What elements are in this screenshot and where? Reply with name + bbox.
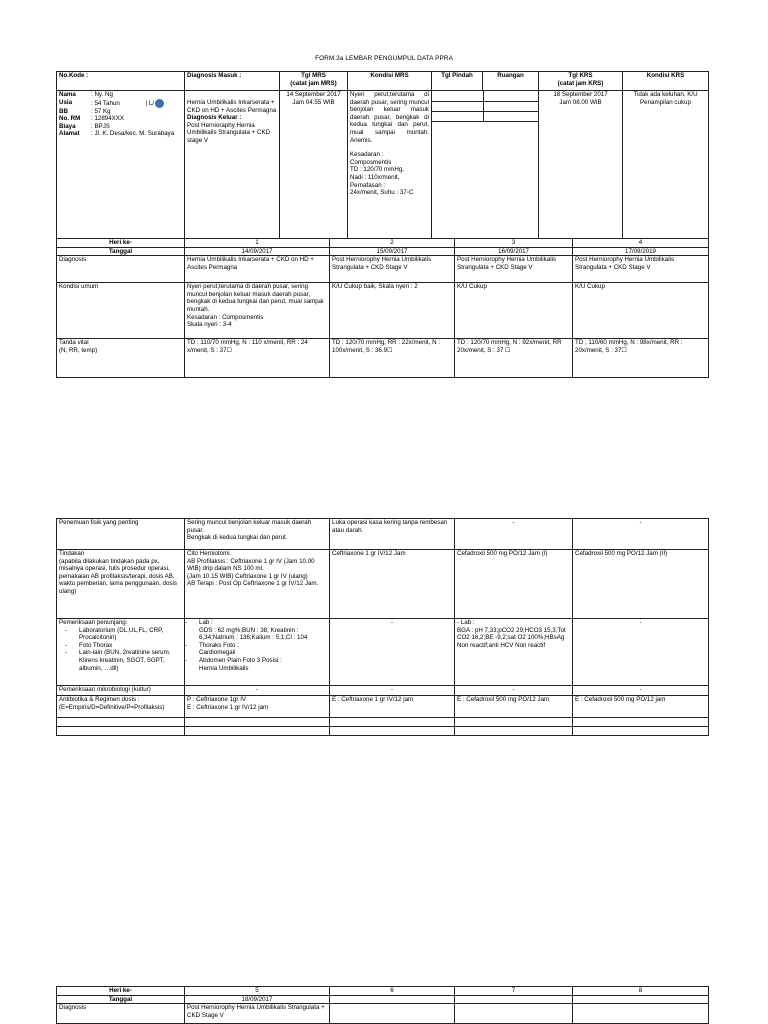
vital-day-3: TD : 120/70 mmHg, N : 92x/menit, RR 20x/menit, S : 37 ☐ <box>455 339 573 378</box>
daily-table-3 <box>56 986 709 1024</box>
fisik-day-4: - <box>573 519 709 550</box>
fisik-day-3: - <box>455 519 573 550</box>
header-patient: No.Kode : <box>57 72 185 91</box>
tindakan-label: Tindakan (apabila dilakukan tindakan pada px, misalnya operasi, tulis prosedur operasi, pemakaian AB profilaksis/terapi, dosis AB, waktu pemberian, lama penggunaan, dosis ulang) <box>57 550 185 619</box>
penunjang-day-2: - <box>330 619 455 686</box>
antibiotika-day-3: E : Cefadroxil 500 mg PO/12 Jam <box>455 696 573 718</box>
kondisi-mrs-cell <box>348 91 432 239</box>
day-4: 4 <box>573 239 709 248</box>
tindakan-day-3: Cefadroxil 500 mg PO/12 Jam (I) <box>455 550 573 619</box>
tgl-krs-value: 18 September 2017 Jam 08.00 WIB <box>539 91 623 239</box>
day-3: 3 <box>455 239 573 248</box>
tindakan-day-4: Cefadroxil 500 mg PO/12 Jam (II) <box>573 550 709 619</box>
abdomen-result: - Abdomen Plain Foto 3 Posisi : Hernia Umbilikalis <box>199 657 327 672</box>
sex-field: | L/ <box>145 99 155 107</box>
diagnosis-label: Diagnosis <box>57 1004 185 1024</box>
day-5: 5 <box>185 987 330 996</box>
tanggal-label: Tanggal <box>57 995 185 1004</box>
hari-ke-label: Heri ke- <box>57 239 185 248</box>
form-title: FORM.3a LEMBAR PENGUMPUL DATA PPRA <box>315 55 453 62</box>
thorax-result: - Thoraks Foto : Cardiomegali <box>199 642 327 657</box>
kondisi-mrs-text: Nyeri perut,terutama di daerah pusar, sering muncul benjolan keluar masuk daerah pusar, bengkak di kedua tungkai dan perut, mual sampai muntah. Anemis. <box>350 91 429 144</box>
admission-table <box>56 71 709 239</box>
daily-table-2 <box>56 518 709 736</box>
penunjang-label-cell <box>57 619 185 686</box>
pindah-ruangan-grid <box>432 91 539 239</box>
diagnosis-day-3: Post Herniorophy Hernia Umbilikalis Strangulata + CKD Stage V <box>455 256 573 283</box>
mikro-day-2: - <box>330 686 455 696</box>
kondisi-krs-value: Tidak ada keluhan, K/U Penampilan cukup <box>623 91 709 239</box>
penunjang-label: Pemeriksaan penunjang: <box>59 619 128 626</box>
day-8: 8 <box>573 987 709 996</box>
header-kondisi-krs: Kondisi KRS <box>623 72 709 91</box>
date-2: 15/09/2017 <box>330 247 455 256</box>
antibiotika-day-2: E : Ceftriaxone 1 gr IV/12 jam <box>330 696 455 718</box>
vital-day-1: TD : 110/70 mmHg, N : 110 x/menit, RR : 24 x/menit, S : 37☐ <box>185 339 330 378</box>
diagnosis-keluar-label: Diagnosis Keluar : <box>187 114 242 122</box>
kondisi-day-1: Nyeri perut,terutama di daerah pusar, sering muncul benjolan keluar masuk daerah pusar, bengkak di kedua tungkai dan perut, mual sampai muntah. Kesadaran : Composmentis Skala nyeri : 3-4 <box>185 283 330 339</box>
day-6: 6 <box>330 987 455 996</box>
day-7: 7 <box>455 987 573 996</box>
diagnosis-day-5: Post Herniorophy Hernia Umbilikalis Strangulata + CKD Stage V <box>185 1004 330 1024</box>
vital-day-2: TD : 120/70 mmHg, RR : 22x/menit, N : 100x/menit, S : 36.9☐ <box>330 339 455 378</box>
date-4: 17/09/2019 <box>573 247 709 256</box>
diagnosis-masuk: Hernia Umbilikalis Inkarserata + CKD on HD + Ascites Permagna <box>187 99 277 114</box>
diagnosis-day-7 <box>455 1004 573 1024</box>
tindakan-day-1: Cito Herniotomi. AB Profilaksis : Ceftriaxone 1 gr IV (Jam 10.00 WIB) drip dalam NS 100 ml. (Jam 10.15 WIB) Ceftriaxone 1 gr IV (ulang) AB Terapi : Post Op Ceftriaxone 1 gr IV/12 Jam. <box>185 550 330 619</box>
penunjang-day-3: - Lab : BGA : pH 7,33;pCO2 29;HCO3 15,3;Tot CO2 16,2;BE -9,2;sat O2 100%;HBsAg Non reactif;anti HCV Non reactif <box>455 619 573 686</box>
kondisi-day-4: K/U Cukup <box>573 283 709 339</box>
vital-label: Tanda vital (N, RR, temp) <box>57 339 185 378</box>
diagnosis-day-6 <box>330 1004 455 1024</box>
hari-ke-label: Heri ke- <box>57 987 185 996</box>
kondisi-mrs-vitals: Kesadaran : Composmentis TD : 120/70 mmHg, Nadi : 110x/menit, Pernafasan : 24x/menit, Suhu : 37◦C <box>350 151 414 197</box>
diagnosis-day-8 <box>573 1004 709 1024</box>
pindah-subtable <box>432 91 539 238</box>
header-diagnosis-masuk: Diagnosis Masuk : <box>185 72 280 91</box>
antibiotika-day-4: E : Cefadroxil 500 mg PO/12 jam <box>573 696 709 718</box>
tgl-mrs-value: 14 September 2017 Jam 04.55 WIB <box>280 91 348 239</box>
antibiotika-day-1: P : Ceftriaxone 1gr IV E : Ceftriaxone 1 gr IV/12 jam <box>185 696 330 718</box>
date-7 <box>455 995 573 1004</box>
vital-day-4: TD ; 110/60 mmHg, N : 98x/menit, RR : 20x/menit, S : 37☐ <box>573 339 709 378</box>
mikro-day-1: - <box>185 686 330 696</box>
date-6 <box>330 995 455 1004</box>
diagnosis-day-4: Post Herniorophy Hernia Umbilikalis Strangulata + CKD Stage V <box>573 256 709 283</box>
patient-info: Nama : Ny. Ng Usia : 54 Tahun | L/ BB : 57 Kg No. RM : 12894XXX Biaya : BPJS Alamat : Jl. K. Desa/kec. M. Surabaya <box>57 91 185 239</box>
diagnosis-cell <box>185 91 280 239</box>
header-tgl-krs: Tgl KRS (catat jam KRS) <box>539 72 623 91</box>
penunjang-list <box>59 627 182 673</box>
penunjang-item: - Laboratorium (DL,UL,FL, CRP, Procalcitonin) <box>79 627 182 642</box>
kondisi-day-2: K/U Cukup baik, Skala nyeri : 2 <box>330 283 455 339</box>
day-2: 2 <box>330 239 455 248</box>
fisik-day-1: Sering muncul benjolan keluar masuk daerah pusar. Bengkak di kedua tungkai dan perut. <box>185 519 330 550</box>
date-8 <box>573 995 709 1004</box>
penunjang-day-1-list <box>187 619 327 672</box>
tindakan-day-2: Ceftriaxone 1 gr IV/12 Jam <box>330 550 455 619</box>
fisik-day-2: Luka operasi kasa kering tanpa rembesan atau darah. <box>330 519 455 550</box>
diagnosis-keluar: Post Hernioraphy Hernia Umbilikalis Strangulata + CKD stage V <box>187 121 271 144</box>
header-tgl-mrs: Tgl MRS (catat jam MRS) <box>280 72 348 91</box>
female-marker-icon <box>155 99 164 108</box>
daily-table-1 <box>56 238 709 378</box>
penunjang-item: - Foto Thorax <box>79 642 182 650</box>
tanggal-label: Tanggal <box>57 247 185 256</box>
diagnosis-day-2: Post Herniorophy Hernia Umbilikalis Strangulata + CKD Stage V <box>330 256 455 283</box>
kondisi-label: Kondisi umum <box>57 283 185 339</box>
diagnosis-label: Diagnosis <box>57 256 185 283</box>
lab-result: - Lab : GDS : 62 mg%;BUN : 38; Kreatinin : 6,34;Natrium : 136;Kalium : 5,1;Cl : 104 <box>199 619 327 642</box>
penunjang-item: - Lain-lain (BUN, 2reatinine serum. Klirens kreatinin, SGOT, SGPT, albumin, …dll) <box>79 649 182 672</box>
date-1: 14/09/2017 <box>185 247 330 256</box>
header-kondisi-mrs: Kondisi MRS <box>348 72 432 91</box>
penunjang-day-1 <box>185 619 330 686</box>
kondisi-day-3: K/U Cukup <box>455 283 573 339</box>
header-ruangan: Ruangan <box>483 72 539 91</box>
diagnosis-day-1: Hernia Umbilikalis Inkarserata + CKD on HD + Ascites Permagna <box>185 256 330 283</box>
mikro-day-4: - <box>573 686 709 696</box>
date-3: 16/09/2017 <box>455 247 573 256</box>
date-5: 18/09/2017 <box>185 995 330 1004</box>
mikro-label: Pemeriksaan mikrobiologi (kultur) <box>57 686 185 696</box>
antibiotika-label: Antibiotika & Regimen dosis : (E=Empiris/D=Definitive/P=Profilaksis) <box>57 696 185 718</box>
header-tgl-pindah: Tgl Pindah <box>432 72 483 91</box>
penunjang-day-4: - <box>573 619 709 686</box>
fisik-label: Penemuan fisik yang penting <box>57 519 185 550</box>
mikro-day-3: - <box>455 686 573 696</box>
day-1: 1 <box>185 239 330 248</box>
